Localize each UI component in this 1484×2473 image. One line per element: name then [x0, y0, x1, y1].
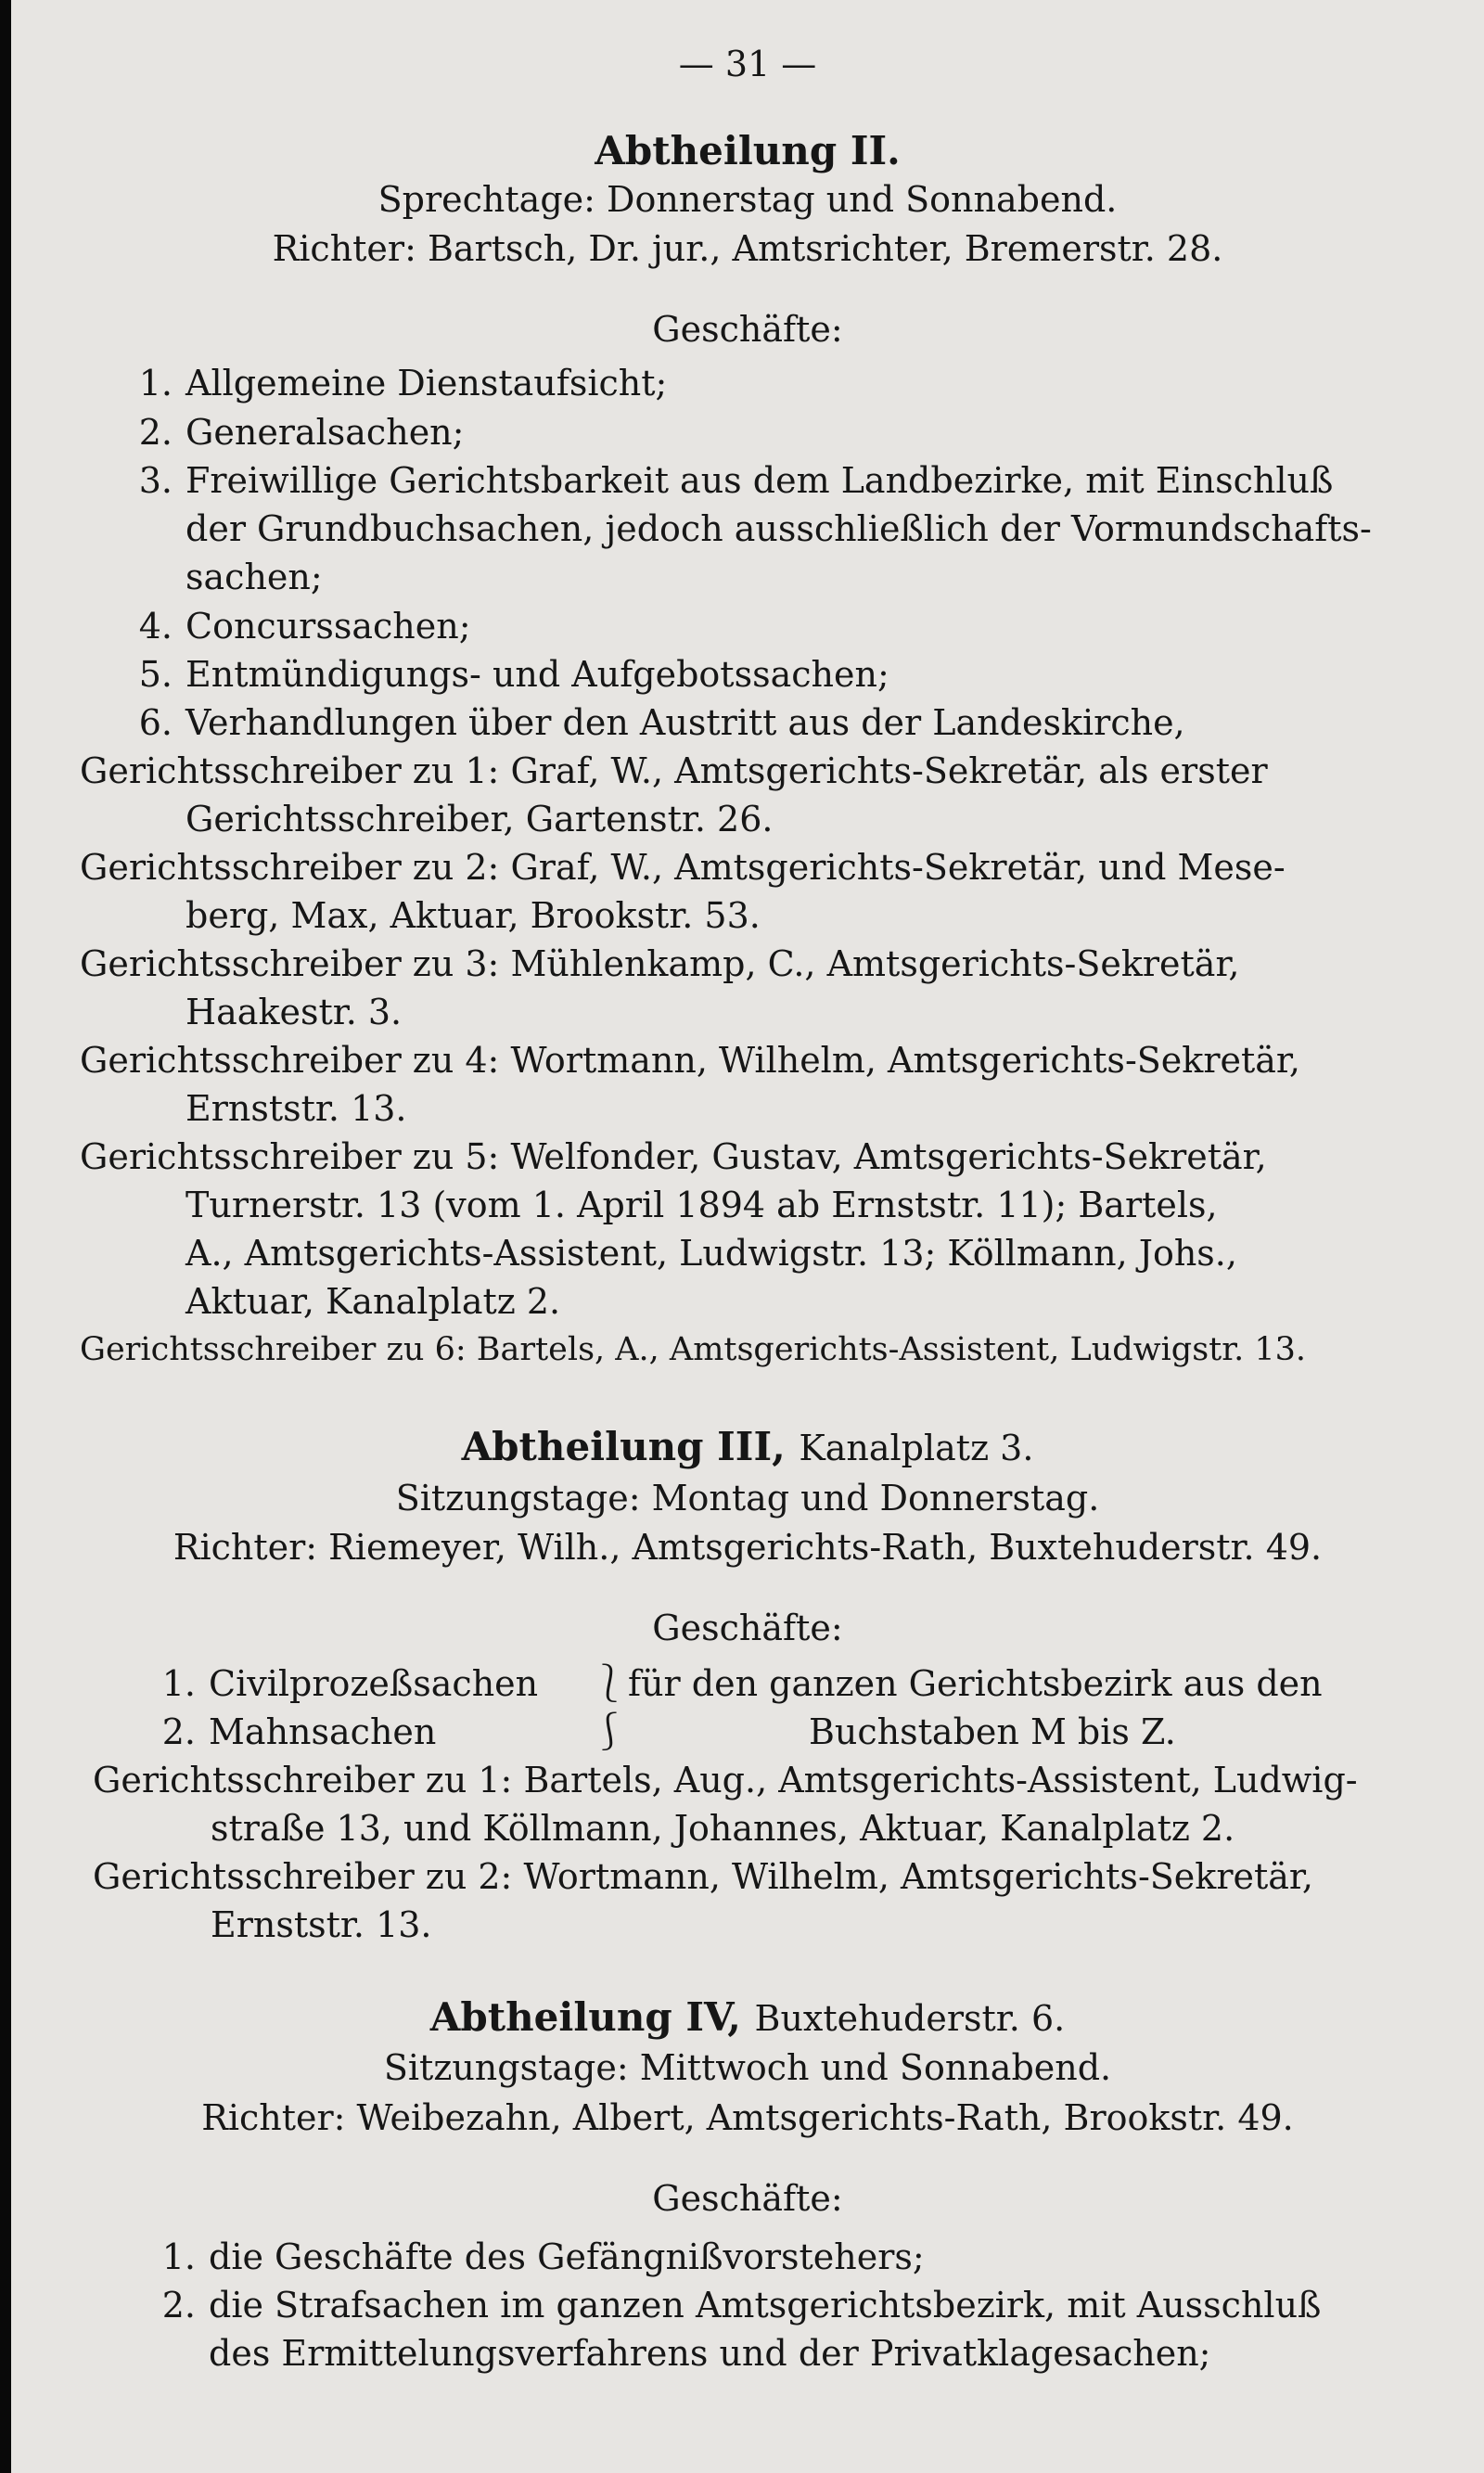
section-heading-address: Kanalplatz 3. [799, 1428, 1034, 1468]
duty-text: Freiwillige Gerichtsbarkeit aus dem Landbezirke, mit Einschluß [186, 460, 1334, 501]
duty-item [122, 360, 667, 406]
duty-number: 2. [138, 412, 173, 453]
clerk-entry: Gerichtsschreiber zu 5: Welfonder, Gustav, Amtsgerichts-Sekretär, [80, 1136, 1267, 1177]
duty-item [122, 409, 464, 455]
duty-item [146, 1709, 436, 1755]
section-judge: Richter: Weibezahn, Albert, Amtsgerichts-Rath, Brookstr. 49. [201, 2097, 1294, 2138]
section-judge: Richter: Bartsch, Dr. jur., Amtsrichter, Bremerstr. 28. [272, 228, 1223, 269]
section-heading [11, 1424, 1484, 1471]
page-number: — 31 — [678, 44, 817, 84]
clerk-entry: Gerichtsschreiber zu 6: Bartels, A., Amtsgerichts-Assistent, Ludwigstr. 13. [80, 1331, 1307, 1368]
duty-item [146, 2282, 1321, 2328]
duty-number: 5. [138, 654, 173, 695]
duty-text: die Geschäfte des Gefängnißvorstehers; [209, 2236, 925, 2277]
clerk-entry-continued: A., Amtsgerichts-Assistent, Ludwigstr. 13; Köllmann, Johs., [186, 1233, 1237, 1274]
document-page [11, 0, 1484, 2473]
clerk-entry-continued: berg, Max, Aktuar, Brookstr. 53. [186, 895, 761, 936]
clerk-entry: Gerichtsschreiber zu 1: Graf, W., Amtsgerichts-Sekretär, als erster [80, 750, 1268, 791]
duty-text-continued: des Ermittelungsverfahrens und der Privatklagesachen; [209, 2333, 1211, 2374]
duty-item [122, 651, 889, 698]
duty-number: 6. [138, 702, 173, 743]
clerk-entry-continued: Turnerstr. 13 (vom 1. April 1894 ab Ernststr. 11); Bartels, [186, 1185, 1218, 1225]
duty-scope-continued: Buchstaben M bis Z. [809, 1711, 1176, 1752]
duty-number: 1. [138, 363, 173, 404]
clerk-entry-continued: Haakestr. 3. [186, 992, 403, 1032]
duty-text-continued: sachen; [186, 557, 323, 597]
clerk-entry: Gerichtsschreiber zu 3: Mühlenkamp, C., Amtsgerichts-Sekretär, [80, 943, 1240, 984]
clerk-entry: Gerichtsschreiber zu 4: Wortmann, Wilhelm, Amtsgerichts-Sekretär, [80, 1040, 1300, 1081]
duty-text: Mahnsachen [209, 1711, 437, 1752]
clerk-entry-continued: Ernststr. 13. [211, 1904, 432, 1945]
clerk-entry-continued: straße 13, und Köllmann, Johannes, Aktuar, Kanalplatz 2. [211, 1808, 1235, 1849]
section-judge: Richter: Riemeyer, Wilh., Amtsgerichts-Rath, Buxtehuderstr. 49. [173, 1527, 1323, 1568]
duties-label: Geschäfte: [652, 1608, 843, 1648]
clerk-entry-continued: Aktuar, Kanalplatz 2. [186, 1281, 561, 1322]
duty-text: Concurssachen; [186, 606, 471, 647]
duty-text: Allgemeine Dienstaufsicht; [186, 363, 668, 404]
section-heading-address: Buxtehuderstr. 6. [754, 1998, 1066, 2039]
duty-number: 2. [161, 2285, 196, 2326]
brace-bottom: ⎰ [591, 1711, 628, 1753]
clerk-entry-continued: Gerichtsschreiber, Gartenstr. 26. [186, 799, 774, 839]
duties-label: Geschäfte: [652, 309, 843, 350]
duty-item [146, 1660, 538, 1707]
duty-number: 1. [161, 2236, 196, 2277]
clerk-entry-continued: Ernststr. 13. [186, 1088, 407, 1129]
duties-label: Geschäfte: [652, 2178, 843, 2219]
duty-number: 4. [138, 606, 173, 647]
duty-item [122, 699, 1185, 746]
duty-text-continued: der Grundbuchsachen, jedoch ausschließlich der Vormundschafts- [186, 508, 1372, 549]
clerk-entry: Gerichtsschreiber zu 2: Wortmann, Wilhelm, Amtsgerichts-Sekretär, [93, 1856, 1313, 1897]
section-heading [11, 1994, 1484, 2042]
duty-item [146, 2234, 925, 2280]
clerk-entry: Gerichtsschreiber zu 2: Graf, W., Amtsgerichts-Sekretär, und Mese- [80, 847, 1286, 888]
duty-item [122, 603, 471, 649]
clerk-entry: Gerichtsschreiber zu 1: Bartels, Aug., Amtsgerichts-Assistent, Ludwig- [93, 1760, 1358, 1800]
duty-scope: für den ganzen Gerichtsbezirk aus den [628, 1663, 1323, 1704]
section-heading-title: Abtheilung III, [461, 1424, 786, 1469]
section-heading-title: Abtheilung IV, [429, 1994, 741, 2040]
section-days: Sprechtage: Donnerstag und Sonnabend. [377, 179, 1118, 220]
duty-text: Entmündigungs- und Aufgebotssachen; [186, 654, 889, 695]
section-heading: Abtheilung II. [595, 128, 901, 173]
duty-number: 2. [161, 1711, 196, 1752]
duty-text: die Strafsachen im ganzen Amtsgerichtsbezirk, mit Ausschluß [209, 2285, 1322, 2326]
duty-text: Verhandlungen über den Austritt aus der Landeskirche, [186, 702, 1185, 743]
brace-top: ⎱ [591, 1662, 628, 1705]
section-days: Sitzungstage: Mittwoch und Sonnabend. [383, 2047, 1112, 2088]
section-days: Sitzungstage: Montag und Donnerstag. [395, 1478, 1100, 1518]
duty-number: 1. [161, 1663, 196, 1704]
duty-number: 3. [138, 460, 173, 501]
duty-text: Civilprozeßsachen [209, 1663, 539, 1704]
duty-item [122, 457, 1333, 504]
duty-text: Generalsachen; [186, 412, 465, 453]
